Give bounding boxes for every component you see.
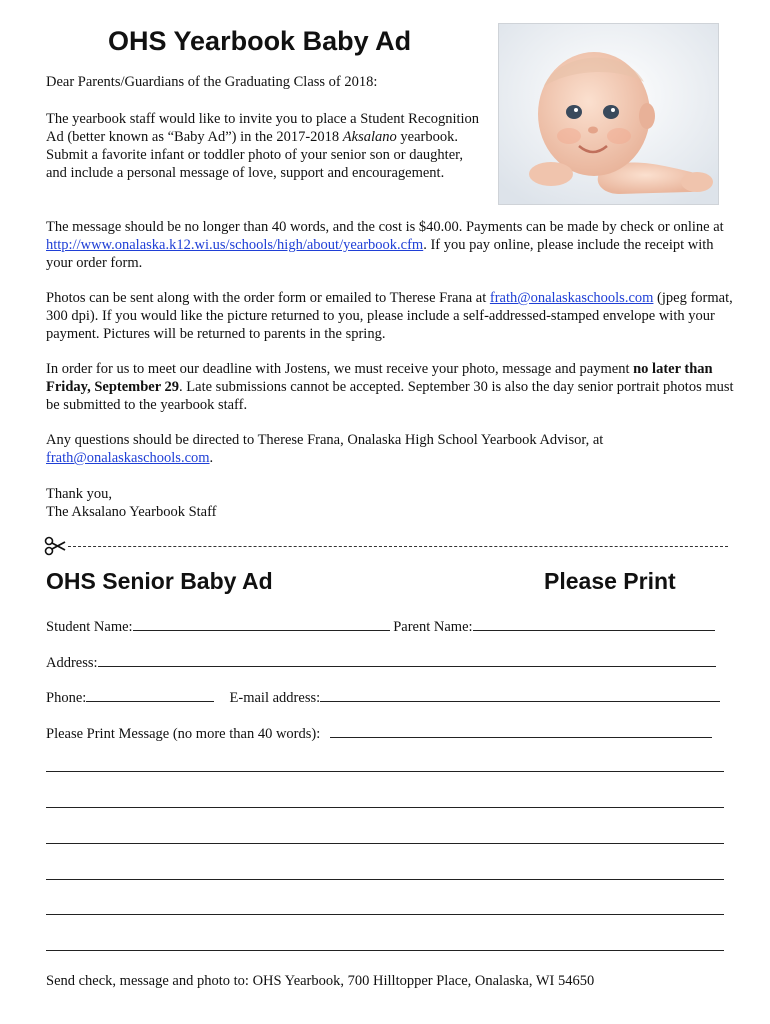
phone-field[interactable] (86, 687, 214, 702)
intro-paragraph: The yearbook staff would like to invite you to place a Student Recognition Ad (better known as “Baby Ad”) in the 2017-2018 Aksalano yearbook. Submit a favorite infant or toddler photo of your senior son or daughter, and include a personal message of love, support and encouragement. (46, 111, 480, 181)
email-link-2[interactable]: frath@onalaskaschools.com (46, 450, 210, 466)
student-name-field[interactable] (133, 616, 390, 631)
address-label: Address: (46, 655, 98, 671)
message-line[interactable] (46, 771, 724, 772)
print-note: Please Print (544, 568, 676, 594)
email-field[interactable] (320, 687, 720, 702)
student-name-label: Student Name: (46, 619, 133, 635)
questions-paragraph: Any questions should be directed to Therese Frana, Onalaska High School Yearbook Advisor, at frath@onalaskaschools.com. (46, 432, 604, 466)
message-label: Please Print Message (no more than 40 words): (46, 726, 321, 742)
address-row (46, 652, 716, 672)
parent-name-field[interactable] (473, 616, 715, 631)
form-title: OHS Senior Baby Ad (46, 568, 273, 594)
dashed-divider (68, 546, 728, 547)
message-row (46, 723, 712, 743)
message-line[interactable] (46, 950, 724, 951)
page-title: OHS Yearbook Baby Ad (108, 26, 412, 56)
signature: The Aksalano Yearbook Staff (46, 504, 217, 520)
message-field-line-1[interactable] (330, 723, 712, 738)
closing: Thank you, (46, 486, 113, 502)
baby-illustration (499, 24, 718, 204)
email-label: E-mail address: (229, 690, 321, 706)
message-line[interactable] (46, 879, 724, 880)
scissors-icon (44, 536, 66, 561)
salutation: Dear Parents/Guardians of the Graduating Class of 2018: (46, 74, 378, 90)
phone-label: Phone: (46, 690, 87, 706)
message-line[interactable] (46, 843, 724, 844)
photos-paragraph: Photos can be sent along with the order form or emailed to Therese Frana at frath@onalaskaschools.com (jpeg format, 300 dpi). If you would like the picture returned to you, please include a self-addressed-stamped envelope with your payment. Pictures will be returned to parents in the spring. (46, 290, 733, 342)
email-link[interactable]: frath@onalaskaschools.com (489, 290, 654, 306)
name-row (46, 616, 715, 636)
cost-paragraph: The message should be no longer than 40 words, and the cost is $40.00. Payments can be made by check or online at http://www.onalaska.k12.wi.us/schools/high/about/yearbook.cfm. If you pay online, please include the receipt with your order form. (46, 219, 724, 271)
message-line[interactable] (46, 914, 724, 915)
message-line[interactable] (46, 807, 724, 808)
address-field[interactable] (98, 652, 716, 667)
parent-name-label: Parent Name: (393, 619, 473, 635)
deadline-paragraph: In order for us to meet our deadline with Jostens, we must receive your photo, message and payment no later than Friday, September 29. Late submissions cannot be accepted. September 30 is also the day senior portrait photos must be submitted to the yearbook staff. (46, 361, 734, 413)
mailing-instructions: Send check, message and photo to: OHS Yearbook, 700 Hilltopper Place, Onalaska, WI 54650 (46, 973, 595, 989)
cut-line (44, 536, 728, 556)
baby-photo (498, 23, 719, 205)
yearbook-link[interactable]: http://www.onalaska.k12.wi.us/schools/high/about/yearbook.cfm (46, 237, 424, 253)
contact-row (46, 687, 720, 707)
